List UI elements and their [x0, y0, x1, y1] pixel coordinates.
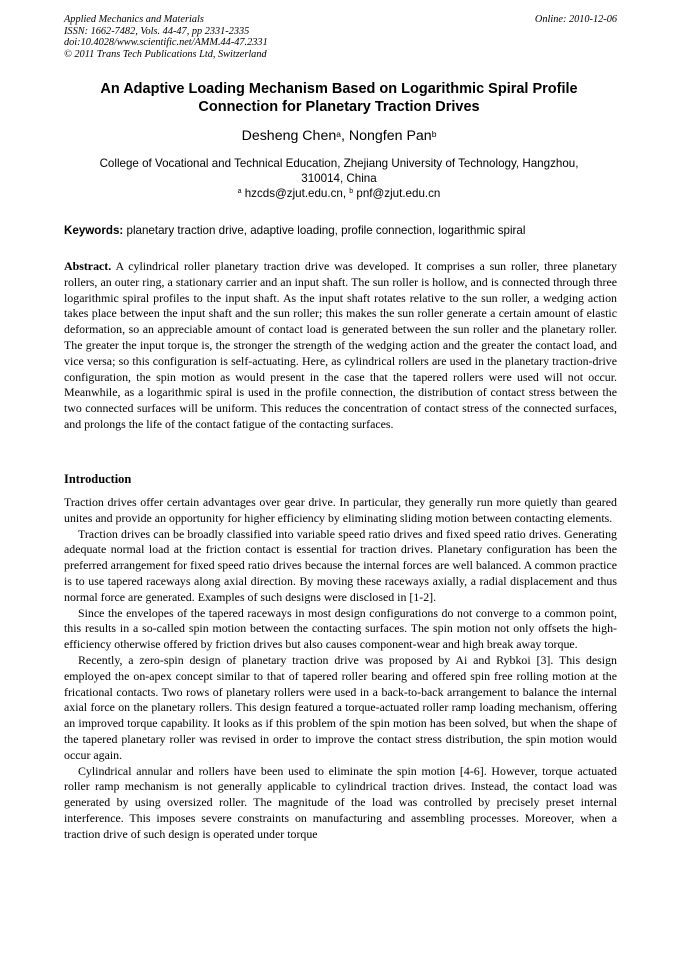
keywords-text: planetary traction drive, adaptive loading, profile connection, logarithmic spiral [123, 224, 526, 237]
abstract [64, 259, 617, 433]
author-1-name: Desheng Chen [241, 128, 337, 144]
affiliation-line-2: 310014, China [301, 172, 377, 185]
doi-line: doi:10.4028/www.scientific.net/AMM.44-47.2331 [64, 37, 268, 49]
section-heading-introduction: Introduction [64, 472, 132, 486]
paper-title [40, 80, 638, 116]
email-a-marker: a [237, 188, 242, 195]
abstract-text: A cylindrical roller planetary traction drive was developed. It comprises a sun roller, three planetary rollers, an outer ring, a stationary carrier and an input shaft. The sun roller is hollow, and is connected through three logarithmic spiral profiles to the input shaft. As the input shaft rotates relative to the sun roller, a wedging action takes place between the input shaft and the sun roller; this makes the sun roller generate a certain amount of elastic deformation, so an appreciable amount of contact load is generated between the sun roller and the planetary roller. The greater the input torque is, the stronger the strength of the wedging action and the greater the contact load, and vice versa; so this configuration is self-actuating. Here, as cylindrical rollers are used in the planetary traction-drive configuration, the spin motion as would present in the case that the tapered rollers were used will not occur. Meanwhile, as a logarithmic spiral is used in the profile connection, the distribution of contact stress between the two connected surfaces will be uniform. This reduces the concentration of contact stress of the connected surfaces, and prolongs the life of the contact fatigue of the contacting surfaces. [64, 259, 617, 431]
journal-name: Applied Mechanics and Materials [64, 14, 204, 25]
introduction-body [64, 495, 617, 843]
issn-line: ISSN: 1662-7482, Vols. 44-47, pp 2331-2335 [64, 25, 250, 37]
paragraph: Traction drives offer certain advantages over gear drive. In particular, they generally run more quietly than geared unites and provide an opportunity for higher efficiency by eliminating sliding motion between contacting elements. [64, 495, 617, 525]
email-b-marker: b [349, 188, 354, 195]
abstract-label: Abstract. [64, 259, 112, 273]
affiliation-line-1: College of Vocational and Technical Education, Zhejiang University of Technology, Hangzhou, [99, 157, 579, 170]
journal-header [64, 14, 617, 60]
copyright-line: © 2011 Trans Tech Publications Ltd, Switzerland [64, 48, 267, 60]
title-line-2: Connection for Planetary Traction Drives [198, 99, 480, 115]
paragraph: Cylindrical annular and rollers have been used to eliminate the spin motion [4-6]. However, torque actuated roller ramp mechanism is not generally applicable to cylindrical traction drives. Instead, the contact load was generated by using oversized roller. The magnitude of the load was controlled by precisely preset internal interference. This imposes severe constraints on manufacturing and assembling processes. Moreover, when a traction drive of such design is operated under torque [64, 763, 617, 841]
author-1-marker: a [336, 129, 341, 139]
paragraph: Recently, a zero-spin design of planetary traction drive was proposed by Ai and Rybkoi [3]. This design employed the on-apex concept similar to that of tapered roller bearing and offered spin free rolling motion at the fricational contacts. Two rows of planetary rollers were used in a back-to-back arrangement to balance the internal axial force on the planetary rollers. This design featured a torque-actuated roller ramp loading mechanism, offering an improved torque capability. It looks as if this problem of the spin motion has been solved, but when the shape of the tapered planetary roller was revised in order to improve the contact stress distribution, the spin motion would occur again. [64, 652, 617, 762]
author-2-name: Nongfen Pan [348, 128, 432, 144]
author-2-marker: b [431, 129, 437, 139]
keywords [64, 224, 617, 238]
email-a: hzcds@zjut.edu.cn, [241, 187, 350, 200]
author-list [40, 127, 638, 145]
affiliation [72, 156, 606, 186]
author-separator: , [340, 128, 349, 144]
email-line [40, 186, 638, 201]
email-b: pnf@zjut.edu.cn [353, 187, 441, 200]
paragraph: Traction drives can be broadly classified into variable speed ratio drives and fixed speed ratio drives. Generating adequate normal load at the friction contact is essential for traction drives. Planetary configuration has been the preferred arrangement for fixed speed ratio drives because the internal forces are well balanced. A common practice is to use tapered raceways along axial direction. By moving these raceways axially, a radial displacement and thus normal force are generated. Examples of such designs were disclosed in [1-2]. [64, 526, 617, 604]
online-date: Online: 2010-12-06 [534, 14, 617, 25]
keywords-label: Keywords: [64, 224, 124, 237]
paragraph: Since the envelopes of the tapered raceways in most design configurations do not converge to a common point, this results in a so-called spin motion between the contacting surfaces. The spin motion not only offsets the high-efficiency otherwise offered by friction drives but also causes component-wear and high break away torque. [64, 605, 617, 652]
title-line-1: An Adaptive Loading Mechanism Based on Logarithmic Spiral Profile [100, 81, 578, 97]
